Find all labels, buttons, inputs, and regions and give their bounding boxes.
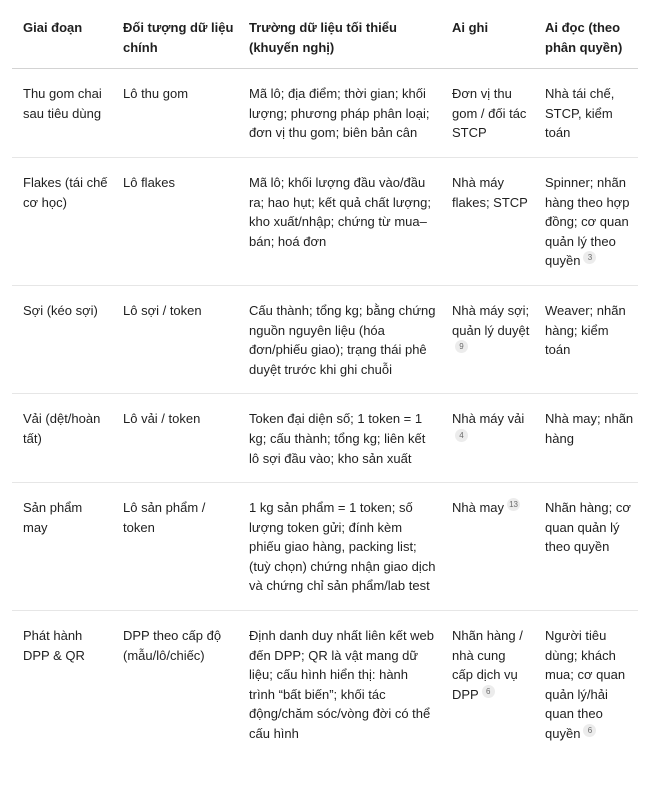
citation-badge[interactable]: 6 [583, 724, 596, 737]
header-reader: Ai đọc (theo phân quyền) [534, 0, 638, 69]
cell-object: DPP theo cấp độ (mẫu/lô/chiếc) [123, 628, 222, 663]
citation-badge[interactable]: 6 [482, 685, 495, 698]
table-row [12, 483, 638, 611]
cell-writer-text: Nhà máy flakes; STCP [452, 174, 528, 210]
cell-object: Lô sợi / token [112, 285, 238, 393]
cell-reader-text: Spinner; nhãn hàng theo hợp đồng; cơ quan quản lý theo quyền [545, 174, 630, 269]
cell-object: Lô vải / token [112, 394, 238, 483]
cell-stage: Flakes (tái chế cơ học) [12, 157, 112, 285]
cell-stage: Vải (dệt/hoàn tất) [12, 394, 112, 483]
cell-reader [534, 611, 638, 758]
cell-fields: Định danh duy nhất liên kết web đến DPP; QR là vật mang dữ liệu; cấu hình hiển thị: hành trình “bất biến”; khối tác động/chăm sóc/vòng đời có thể cấu hình [249, 628, 435, 742]
citation-badge[interactable]: 9 [455, 340, 468, 353]
cell-object: Lô flakes [112, 157, 238, 285]
cell-object: Lô sản phẩm / token [112, 483, 238, 611]
table-row [12, 157, 638, 285]
header-row [12, 0, 638, 69]
table-row [12, 611, 638, 758]
cell-writer-text: Đơn vị thu gom / đối tác STCP [452, 86, 527, 141]
cell-writer-text: Nhà may [452, 500, 505, 516]
cell-object: Lô thu gom [112, 69, 238, 158]
cell-reader-text: Nhà tái chế, STCP, kiểm toán [545, 86, 615, 141]
header-object: Đối tượng dữ liệu chính [112, 0, 238, 69]
cell-writer-text: Nhà máy sợi; quản lý duyệt [452, 302, 530, 338]
table-row [12, 394, 638, 483]
header-stage: Giai đoạn [12, 0, 112, 69]
cell-writer [441, 157, 534, 285]
cell-reader-text: Người tiêu dùng; khách mua; cơ quan quản lý/hải quan theo quyền [545, 628, 626, 742]
cell-fields: Token đại diện số; 1 token = 1 kg; cấu thành; tổng kg; liên kết lô sợi đầu vào; kho sản xuất [238, 394, 441, 483]
cell-stage: Phát hành DPP & QR [23, 628, 85, 663]
cell-fields: Cấu thành; tổng kg; bằng chứng nguồn nguyên liệu (hóa đơn/phiếu giao); trạng thái phê duyệt trước khi ghi chuỗi [238, 285, 441, 393]
cell-fields: Mã lô; địa điểm; thời gian; khối lượng; phương pháp phân loại; đơn vị thu gom; biên bản cân [238, 69, 441, 158]
citation-badge[interactable]: 13 [507, 498, 520, 511]
cell-writer-text: Nhãn hàng / nhà cung cấp dịch vụ DPP [452, 628, 523, 702]
header-writer: Ai ghi [441, 0, 534, 69]
cell-writer [441, 69, 534, 158]
table-header [12, 0, 638, 69]
traceability-table [12, 0, 638, 758]
cell-writer [441, 611, 534, 758]
cell-stage: Sợi (kéo sợi) [12, 285, 112, 393]
cell-reader-text: Nhãn hàng; cơ quan quản lý theo quyền [545, 500, 631, 555]
cell-reader-text: Weaver; nhãn hàng; kiểm toán [545, 302, 626, 358]
cell-stage: Thu gom chai sau tiêu dùng [12, 69, 112, 158]
cell-stage: Sản phẩm may [12, 483, 112, 611]
cell-writer-text: Nhà máy vải [452, 411, 525, 427]
cell-reader [534, 394, 638, 483]
citation-badge[interactable]: 4 [455, 429, 468, 442]
cell-fields: 1 kg sản phẩm = 1 token; số lượng token gửi; đính kèm phiếu giao hàng, packing list; (tuỳ chọn) chứng nhận giao dịch và chứng chỉ sản phẩm/lab test [238, 483, 441, 611]
cell-reader-text: Nhà may; nhãn hàng [545, 411, 634, 446]
citation-badge[interactable]: 3 [583, 251, 596, 264]
table-row [12, 285, 638, 393]
header-fields: Trường dữ liệu tối thiểu (khuyến nghị) [238, 0, 441, 69]
cell-writer [441, 285, 534, 393]
cell-reader [534, 157, 638, 285]
cell-writer [441, 483, 534, 611]
cell-reader [534, 483, 638, 611]
cell-fields: Mã lô; khối lượng đầu vào/đầu ra; hao hụt; kết quả chất lượng; kho xuất/nhập; chứng từ mua–bán; hoá đơn [238, 157, 441, 285]
cell-reader [534, 69, 638, 158]
cell-reader [534, 285, 638, 393]
table-body [12, 69, 638, 758]
cell-writer [441, 394, 534, 483]
table-row [12, 69, 638, 158]
